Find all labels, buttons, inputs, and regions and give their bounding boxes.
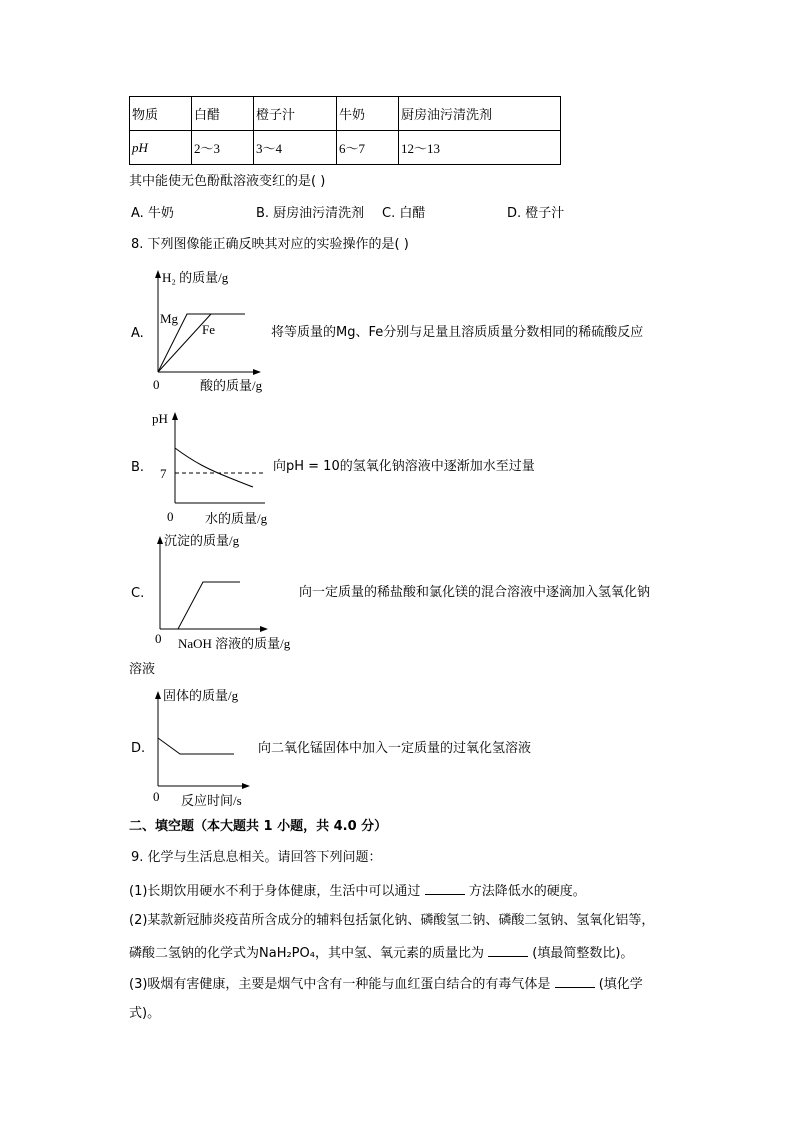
y-axis-arrow [155, 270, 161, 278]
q8-option-d-text: 向二氧化锰固体中加入一定质量的过氧化氢溶液 [258, 741, 532, 756]
ph-curve [175, 448, 253, 487]
answer-blank-3[interactable] [555, 975, 595, 988]
y-axis-label: 固体的质量/g [163, 688, 239, 703]
y-axis-arrow [155, 691, 161, 699]
q8-option-a-label[interactable]: A. [131, 326, 144, 341]
series-label-fe: Fe [202, 322, 215, 337]
q9-part2-text-c: (填最简整数比)。 [532, 946, 634, 961]
q9-part2-line2 [129, 944, 633, 962]
q7-option-c[interactable]: C. 白醋 [382, 206, 426, 221]
q9-part2-text-b: 磷酸二氢钠的化学式为NaH₂PO₄，其中氢、氧元素的质量比为 [129, 946, 484, 961]
q9-stem: 9. 化学与生活息息相关。请回答下列问题： [131, 850, 382, 865]
table-cell: 12～13 [399, 131, 561, 165]
table-cell: 白醋 [192, 97, 254, 131]
q7-option-b[interactable]: B. 厨房油污清洗剂 [256, 206, 365, 221]
table-cell: 3～4 [254, 131, 337, 165]
q7-option-d[interactable]: D. 橙子汁 [507, 206, 565, 221]
q9-part3-text-b: (填化学 [598, 977, 643, 992]
tick-label-7: 7 [160, 466, 167, 481]
origin-label: 0 [153, 377, 160, 392]
y-axis-label: pH [152, 411, 168, 426]
precipitate-line [160, 582, 240, 629]
table-cell: 物质 [130, 97, 192, 131]
q8-option-b-label[interactable]: B. [131, 460, 145, 475]
q9-part3-line1 [129, 975, 643, 993]
q9-part1-text-b: 方法降低水的硬度。 [468, 884, 586, 899]
table-row [130, 131, 561, 165]
table-cell: 2～3 [192, 131, 254, 165]
q8-stem: 8. 下列图像能正确反映其对应的实验操作的是( ) [131, 237, 409, 252]
origin-label: 0 [155, 631, 162, 646]
x-axis-arrow [253, 369, 261, 375]
x-axis-arrow [242, 783, 250, 789]
q9-part2-line1: (2)某款新冠肺炎疫苗所含成分的辅料包括氯化钠、磷酸氢二钠、磷酸二氢钠、氢氧化铝等， [129, 913, 655, 928]
y-axis-arrow [172, 412, 178, 420]
section-title: 二、填空题（本大题共 1 小题，共 4.0 分） [129, 819, 388, 834]
x-axis-label: 反应时间/s [181, 793, 242, 808]
q9-part3-line2: 式)。 [129, 1006, 161, 1021]
x-axis-arrow [260, 626, 268, 632]
q9-part1-text-a: (1)长期饮用硬水不利于身体健康，生活中可以通过 [129, 884, 421, 899]
ph-table [129, 96, 561, 165]
y-axis-label: 沉淀的质量/g [164, 533, 240, 548]
q8-option-b-text: 向pH = 10的氢氧化钠溶液中逐渐加水至过量 [273, 459, 535, 474]
x-axis-label: 酸的质量/g [200, 378, 263, 393]
table-cell: 橙子汁 [254, 97, 337, 131]
x-axis-label: NaOH 溶液的质量/g [178, 636, 291, 651]
q7-option-a[interactable]: A. 牛奶 [131, 206, 174, 221]
table-cell: 牛奶 [337, 97, 399, 131]
origin-label: 0 [153, 789, 160, 804]
graph-b [150, 408, 280, 528]
q9-part1 [129, 882, 586, 900]
q9-part3-text-a: (3)吸烟有害健康，主要是烟气中含有一种能与血红蛋白结合的有毒气体是 [129, 977, 551, 992]
q8-option-c-text-continued: 溶液 [129, 662, 156, 677]
q8-option-c-label[interactable]: C. [131, 586, 145, 601]
graph-c [150, 532, 320, 652]
q8-option-d-label[interactable]: D. [131, 741, 146, 756]
y-axis-arrow [157, 536, 163, 544]
q7-stem: 其中能使无色酚酞溶液变红的是( ) [129, 174, 326, 189]
series-label-mg: Mg [160, 311, 179, 326]
table-header-row [130, 97, 561, 131]
origin-label: 0 [167, 509, 174, 524]
x-axis-label: 水的质量/g [205, 511, 268, 526]
answer-blank-2[interactable] [488, 944, 528, 957]
table-cell: pH [130, 131, 192, 165]
y-axis-label: H₂ 的质量/g [162, 270, 229, 285]
q8-option-a-text: 将等质量的Mg、Fe分别与足量且溶质质量分数相同的稀硫酸反应 [271, 325, 644, 340]
table-cell: 6～7 [337, 131, 399, 165]
table-cell: 厨房油污清洗剂 [399, 97, 561, 131]
solid-mass-line [158, 738, 234, 754]
answer-blank-1[interactable] [425, 882, 465, 895]
graph-a [145, 262, 275, 392]
q8-option-c-text: 向一定质量的稀盐酸和氯化镁的混合溶液中逐滴加入氢氧化钠 [299, 585, 651, 600]
